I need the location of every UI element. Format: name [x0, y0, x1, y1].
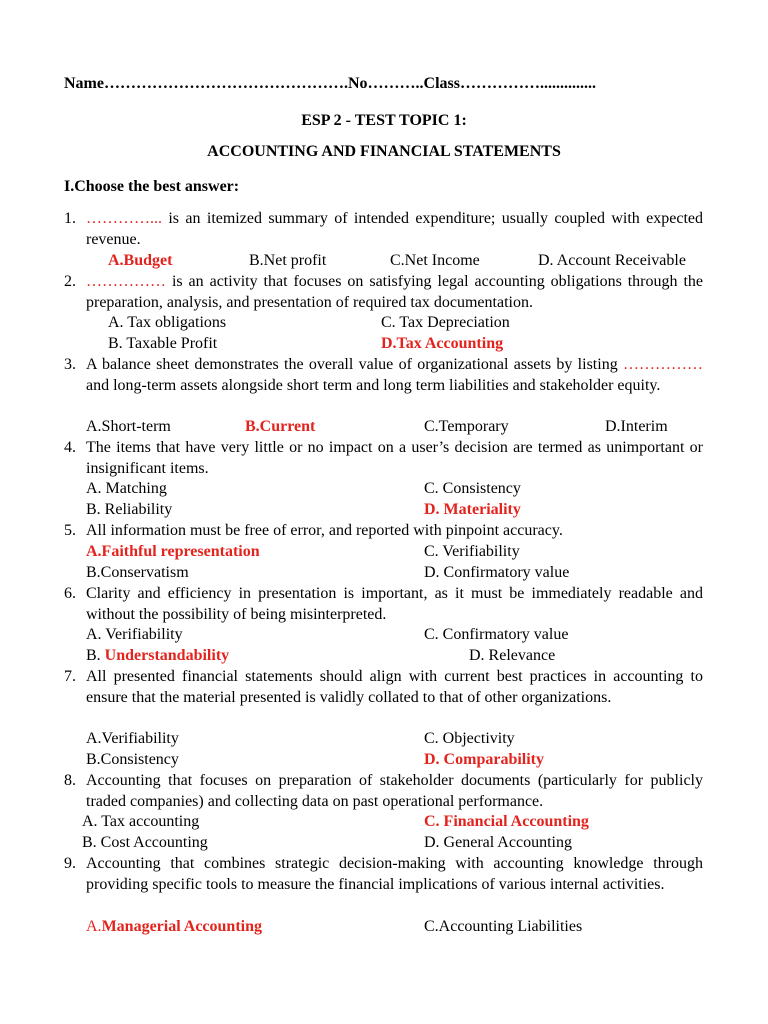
question-2-option-a: A. Tax obligations — [108, 314, 227, 331]
question-6-option-b — [86, 646, 229, 667]
question-9-number: 9. — [64, 855, 76, 872]
question-3-option-a: A.Short-term — [86, 418, 171, 435]
question-8-option-d: D. General Accounting — [424, 834, 572, 851]
question-6-option-a: A. Verifiability — [86, 626, 183, 643]
question-4-text: The items that have very little or no impact on a user’s decision are termed as unimportant or insignificant items. — [86, 439, 703, 477]
question-8-option-b: B. Cost Accounting — [82, 834, 208, 851]
question-8-option-a: A. Tax accounting — [82, 813, 200, 830]
question-9-option-a-prefix: A. — [86, 918, 102, 935]
question-3-blank: …………… — [623, 356, 703, 373]
question-1-option-c: C.Net Income — [390, 252, 480, 269]
question-7-option-c: C. Objectivity — [424, 730, 515, 747]
question-9-option-a-label: Managerial Accounting — [101, 918, 262, 935]
question-7-text: All presented financial statements should align with current best practices in accounting to ensure that the material presented is validly collated to that of other organizations. — [86, 668, 703, 706]
question-4-option-d: D. Materiality — [424, 501, 521, 518]
question-3-number: 3. — [64, 356, 76, 373]
question-4-option-a: A. Matching — [86, 480, 167, 497]
question-8-option-c: C. Financial Accounting — [424, 813, 589, 830]
question-5-option-c: C. Verifiability — [424, 543, 520, 560]
question-2-option-c: C. Tax Depreciation — [381, 314, 510, 331]
question-5-option-b: B.Conservatism — [86, 564, 189, 581]
question-4-option-b: B. Reliability — [86, 501, 173, 518]
test-subtitle: ACCOUNTING AND FINANCIAL STATEMENTS — [207, 143, 561, 160]
section-heading: I.Choose the best answer: — [64, 178, 240, 195]
question-3-text — [86, 355, 703, 397]
question-2-option-b: B. Taxable Profit — [108, 335, 218, 352]
question-1-text — [86, 209, 703, 251]
question-6-option-b-label: Understandability — [104, 647, 230, 664]
question-1-number: 1. — [64, 210, 76, 227]
question-9-text: Accounting that combines strategic decision-making with accounting knowledge through providing specific tools to measure the financial implications of various internal activities. — [86, 855, 703, 893]
question-6-option-d: D. Relevance — [469, 647, 556, 664]
question-1-option-a: A.Budget — [108, 252, 173, 269]
question-8-text: Accounting that focuses on preparation of stakeholder documents (particularly for publicly traded companies) and collecting data on past operational performance. — [86, 772, 703, 810]
question-5-option-d: D. Confirmatory value — [424, 564, 570, 581]
name-number-class-line: Name……………………………………….No………..Class…………….............. — [64, 75, 596, 92]
question-6-option-b-prefix: B. — [86, 647, 105, 664]
question-7-option-d: D. Comparability — [424, 751, 544, 768]
question-7-option-a: A.Verifiability — [86, 730, 179, 747]
question-3-option-d: D.Interim — [605, 418, 668, 435]
question-2-blank: …………… — [86, 273, 166, 290]
question-3-stem-end: and long-term assets alongside short term and long term liabilities and stakeholder equity. — [86, 376, 661, 394]
question-6-option-c: C. Confirmatory value — [424, 626, 569, 643]
question-7-number: 7. — [64, 668, 76, 685]
question-3-option-b: B.Current — [245, 418, 316, 435]
question-8-number: 8. — [64, 772, 76, 789]
question-2-number: 2. — [64, 273, 76, 290]
question-1-option-b: B.Net profit — [249, 252, 327, 269]
question-7-option-b: B.Consistency — [86, 751, 179, 768]
question-3-stem-start: A balance sheet demonstrates the overall value of organizational assets by listing — [86, 356, 623, 373]
question-4-option-c: C. Consistency — [424, 480, 521, 497]
question-2-text — [86, 272, 703, 314]
question-1-stem: is an itemized summary of intended expenditure; usually coupled with expected revenue. — [86, 210, 703, 248]
question-2-stem: is an activity that focuses on satisfying legal accounting obligations through the preparation, analysis, and presentation of required tax documentation. — [86, 273, 703, 311]
question-5-text: All information must be free of error, and reported with pinpoint accuracy. — [86, 522, 563, 539]
question-1-blank: …………... — [86, 210, 162, 227]
question-6-number: 6. — [64, 585, 76, 602]
question-3-option-c: C.Temporary — [424, 418, 509, 435]
test-title: ESP 2 - TEST TOPIC 1: — [301, 112, 467, 129]
question-9-option-a — [86, 917, 262, 938]
question-5-number: 5. — [64, 522, 76, 539]
question-9-option-c: C.Accounting Liabilities — [424, 918, 583, 935]
question-5-option-a: A.Faithful representation — [86, 543, 260, 560]
question-6-text: Clarity and efficiency in presentation is important, as it must be immediately readable and without the possibility of being misinterpreted. — [86, 585, 703, 623]
question-1-option-d: D. Account Receivable — [538, 252, 686, 269]
question-2-option-d: D.Tax Accounting — [381, 335, 504, 352]
question-4-number: 4. — [64, 439, 76, 456]
